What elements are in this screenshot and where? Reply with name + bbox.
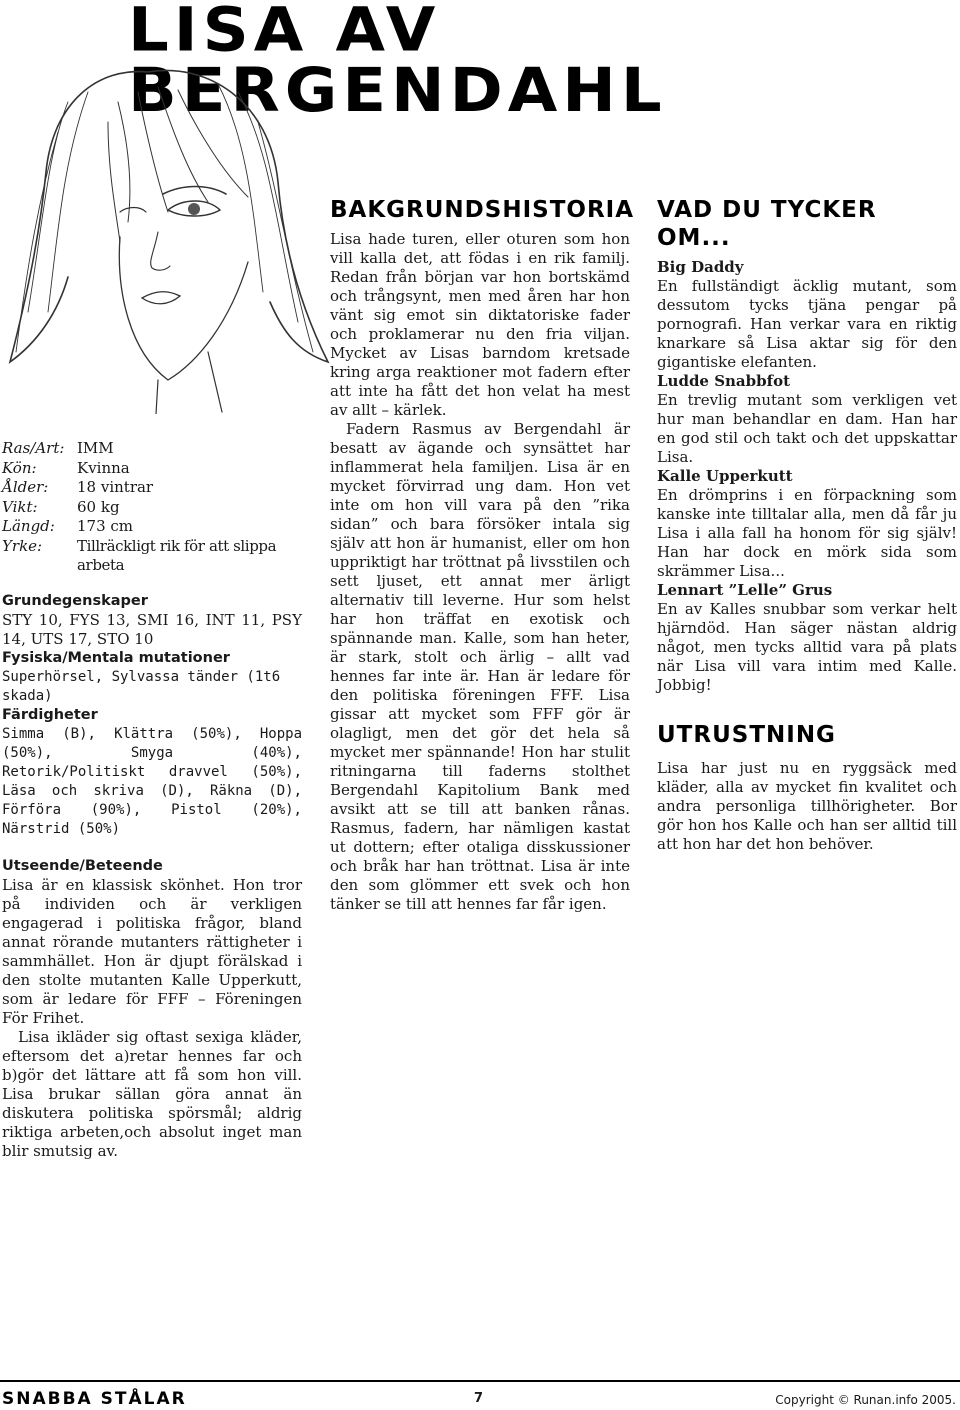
utseende-paragraph: Lisa är en klassisk skönhet. Hon tror på individen och är verkligen engagerad i politiska frågor, bland annat rörande mutanters rättigheter i sammhället. Hon är djupt förälskad i den stolte mutanten Kalle Upperkutt, som är ledare för FFF – Föreningen För Frihet. [2,875,302,1027]
character-name: Big Daddy [657,258,744,276]
footer-divider [0,1380,960,1382]
utseende-heading: Utseende/Beteende [2,857,163,874]
page-title: LISA AV BERGENDAHL [128,0,667,127]
character-text: En fullständigt äcklig mutant, som dessutom tycks tjäna pengar på pornografi. Han verkar vara en riktig knarkare så Lisa aktar sig för den gigantiske elefanten. [657,277,957,371]
stat-value: IMM [77,439,114,457]
stat-label: Vikt: [2,497,38,516]
character-text: En drömprins i en förpackning som kanske inte tilltalar alla, men då får ju Lisa i alla fall ha honom för sig själv! Han har dock en mörk sida som skrämmer Lisa... [657,486,957,580]
portrait-sketch-icon [8,62,330,414]
footer-book-title: SNABBA STÅLAR [2,1389,187,1409]
stat-value: 173 cm [77,517,134,535]
fardigheter-heading: Färdigheter [2,706,98,723]
character-text: En av Kalles snubbar som verkar helt hjärndöd. Han säger nästan aldrig något, men tycks alltid vara på plats när Lisa vill vara intim med Kalle. Jobbig! [657,600,957,694]
bakgrund-heading: BAKGRUNDSHISTORIA [330,197,635,223]
stat-value: Tillräckligt rik för att slippa arbeta [77,536,277,574]
mutationer-heading: Fysiska/Mentala mutationer [2,649,230,666]
stat-label: Kön: [2,458,37,477]
stat-label: Ålder: [2,478,49,496]
character-info-column [2,439,302,1161]
stat-value: 60 kg [77,497,120,516]
fardigheter-text: Simma (B), Klättra (50%), Hoppa (50%), Smyga (40%), Retorik/Politiskt dravvel (50%), Läsa och skriva (D), Räkna (D), Förföra (90%), Pistol (20%), Närstrid (50%) [2,725,302,837]
stat-value: 18 vintrar [77,478,154,496]
background-column [330,196,635,914]
mutationer-text: Superhörsel, Sylvassa tänder (1t6 skada) [2,668,281,704]
character-name: Lennart ”Lelle” Grus [657,581,833,599]
utrustning-heading: UTRUSTNING [657,722,836,748]
stat-label: Ras/Art: [2,439,65,457]
bakgrund-paragraph: Fadern Rasmus av Bergendahl är besatt av ägande och synsättet har inflammerat hela familjen. Lisa är en mycket förvirrad ung dam. Hon vet inte om hon vill vara på den ”rika sidan” och bara försöker intala sig själv att hon är humanist, eller om hon uppriktigt har tröttnat på livsstilen och sett ljuset, ett annat mer ärligt alternativ till leverne. Hur som helst har hon träffat en exotisk och spännande man. Kalle, som han heter, är stark, stolt och ärlig – allt vad hennes far inte är. Han är ledare för den politiska föreningen FFF. Lisa gissar att mycket som FFF gör är olagligt, men det gör det hela så mycket mer spännande! Hon har stulit ritningarna till faderns stolthet Bergendahl Kapitolium Bank med avsikt att se till att banken rånas. Rasmus, fadern, har nämligen kastat ut dottern; efter otaliga disskussioner och bråk har han tröttnat. Lisa är inte den som glömmer ett svek och hon tänker se till att hennes far får igen. [330,420,630,913]
stat-label: Yrke: [2,536,43,555]
utrustning-text: Lisa har just nu en ryggsäck med kläder, alla av mycket fin kvalitet och andra personliga tillhörigheter. Bor gör hon hos Kalle och han ser alltid till att hon har det hon behöver. [657,759,957,853]
stats-block [2,439,302,576]
grundegenskaper-text: STY 10, FYS 13, SMI 16, INT 11, PSY 14, UTS 17, STO 10 [2,610,302,648]
stat-value: Kvinna [77,458,130,477]
character-name: Ludde Snabbfot [657,372,791,390]
copyright-notice: Copyright © Runan.info 2005. [775,1393,956,1407]
character-text: En trevlig mutant som verkligen vet hur man behandlar en dam. Han har en god stil och takt och det uppskattar Lisa. [657,391,957,466]
opinions-column [657,196,957,854]
bakgrund-paragraph: Lisa hade turen, eller oturen som hon vill kalla det, att födas i en rik familj. Redan från början var hon bortskämd och trångsynt, men med åren har hon vänt sig emot sin diktatoriske fader och proklamerar nu den fria viljan. Mycket av Lisas barndom kretsade kring arga reaktioner mot fadern efter att inte ha fått det hon velat ha mest av allt – kärlek. [330,230,630,419]
grundegenskaper-heading: Grundegenskaper [2,592,148,609]
stat-label: Längd: [2,517,55,535]
vad-du-tycker-heading: VAD DU TYCKER OM... [657,197,877,251]
character-name: Kalle Upperkutt [657,467,793,485]
page-number: 7 [474,1391,484,1406]
utseende-paragraph: Lisa ikläder sig oftast sexiga kläder, eftersom det a)retar hennes far och b)gör det lättare att få som hon vill. Lisa brukar sällan göra annat än diskutera politiska spörsmål; aldrig riktiga arbeten,och absolut inget man blir smutsig av. [2,1027,302,1160]
